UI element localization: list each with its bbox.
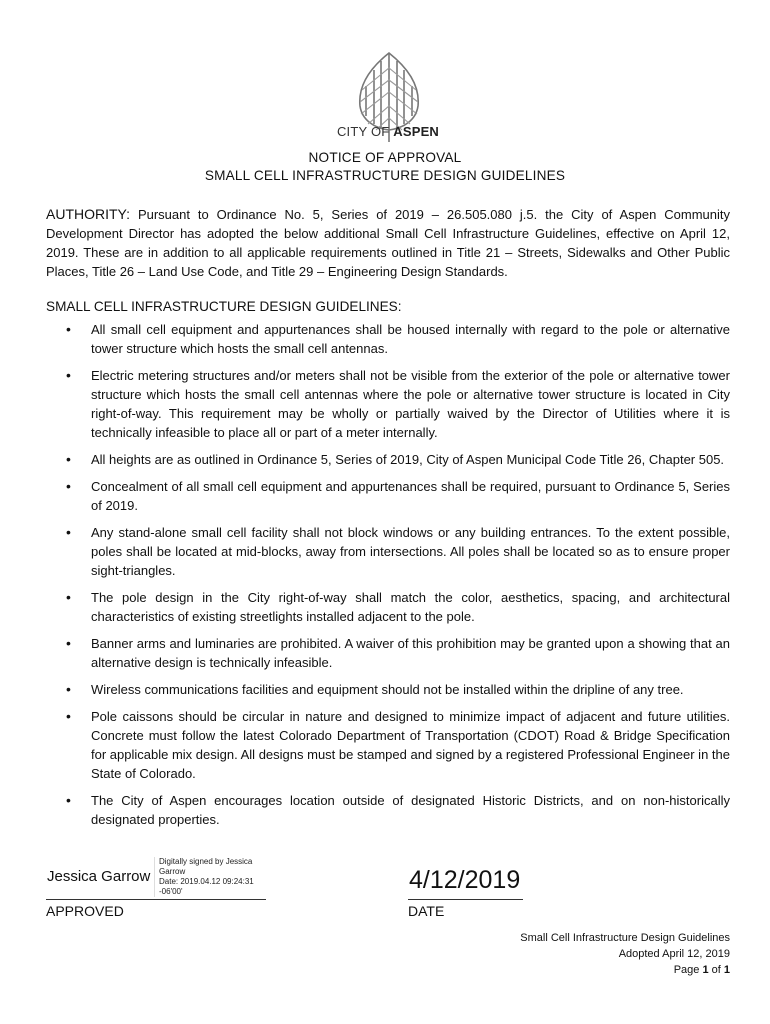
- approval-date: 4/12/2019: [409, 866, 521, 894]
- date-label: DATE: [408, 903, 445, 919]
- guideline-item: • Wireless communications facilities and equipment should not be installed within the dripline of any tree.: [46, 680, 730, 699]
- guideline-item: • The pole design in the City right-of-way shall match the color, aesthetics, spacing, and architectural characteristics of existing streetlights installed adjacent to the pole.: [46, 588, 730, 626]
- guideline-item: • Any stand-alone small cell facility shall not block windows or any building entrances. To the extent possible, poles shall be located at mid-blocks, away from intersections. All poles shall be located so as to ensure proper sight-triangles.: [46, 523, 730, 580]
- guideline-item: • Concealment of all small cell equipment and appurtenances shall be required, pursuant to Ordinance 5, Series of 2019.: [46, 477, 730, 515]
- guidelines-heading: SMALL CELL INFRASTRUCTURE DESIGN GUIDELINES:: [46, 299, 402, 314]
- logo-wordmark: CITY OF ASPEN: [336, 124, 440, 139]
- guideline-item: • All heights are as outlined in Ordinance 5, Series of 2019, City of Aspen Municipal Code Title 26, Chapter 505.: [46, 450, 730, 469]
- guidelines-list: [46, 320, 730, 837]
- guideline-item: • The City of Aspen encourages location outside of designated Historic Districts, and on non-historically designated properties.: [46, 791, 730, 829]
- footer-title: Small Cell Infrastructure Design Guidelines: [520, 932, 730, 944]
- footer-page-number: Page 1 of 1: [673, 964, 730, 976]
- guideline-item: • Banner arms and luminaries are prohibited. A waiver of this prohibition may be granted upon a showing that an alternative design is technically infeasible.: [46, 634, 730, 672]
- digital-signature-line: Garrow: [159, 867, 186, 876]
- notice-title: NOTICE OF APPROVAL: [308, 150, 462, 165]
- notice-subtitle: SMALL CELL INFRASTRUCTURE DESIGN GUIDELINES: [204, 168, 566, 183]
- digital-signature-line: -06'00': [159, 887, 183, 896]
- authority-label: AUTHORITY:: [46, 206, 131, 222]
- guideline-item: • All small cell equipment and appurtenances shall be housed internally with regard to the pole or alternative tower structure which hosts the small cell antennas.: [46, 320, 730, 358]
- authority-text: Pursuant to Ordinance No. 5, Series of 2019 – 26.505.080 j.5. the City of Aspen Community Development Director has adopted the below additional Small Cell Infrastructure Guidelines, effective on April 12, 2019. These are in addition to all applicable requirements outlined in Title 21 – Streets, Sidewalks and Other Public Places, Title 26 – Land Use Code, and Title 29 – Engineering Design Standards.: [46, 207, 730, 279]
- signature-name: Jessica Garrow: [47, 868, 151, 885]
- footer-adopted: Adopted April 12, 2019: [618, 948, 730, 960]
- signature-line: [46, 899, 266, 900]
- digital-signature-details: [154, 857, 269, 897]
- guideline-item: • Pole caissons should be circular in nature and designed to minimize impact of adjacent and future utilities. Concrete must follow the latest Colorado Department of Transportation (CDOT) Road & Bridge Specification for applicable mix design. All designs must be stamped and signed by a registered Professional Engineer in the State of Colorado.: [46, 707, 730, 783]
- digital-signature-line: Digitally signed by Jessica: [159, 857, 253, 866]
- digital-signature-line: Date: 2019.04.12 09:24:31: [159, 877, 254, 886]
- guideline-item: • Electric metering structures and/or meters shall not be visible from the exterior of the pole or alternative tower structure which hosts the small cell antennas where the pole or alternative tower structure is located in City right-of-way. This requirement may be wholly or partially waived by the Director of Utilities where it is technically infeasible to place all or part of a meter internally.: [46, 366, 730, 442]
- date-line: [408, 899, 523, 900]
- approved-label: APPROVED: [46, 903, 124, 919]
- authority-paragraph: [46, 205, 730, 281]
